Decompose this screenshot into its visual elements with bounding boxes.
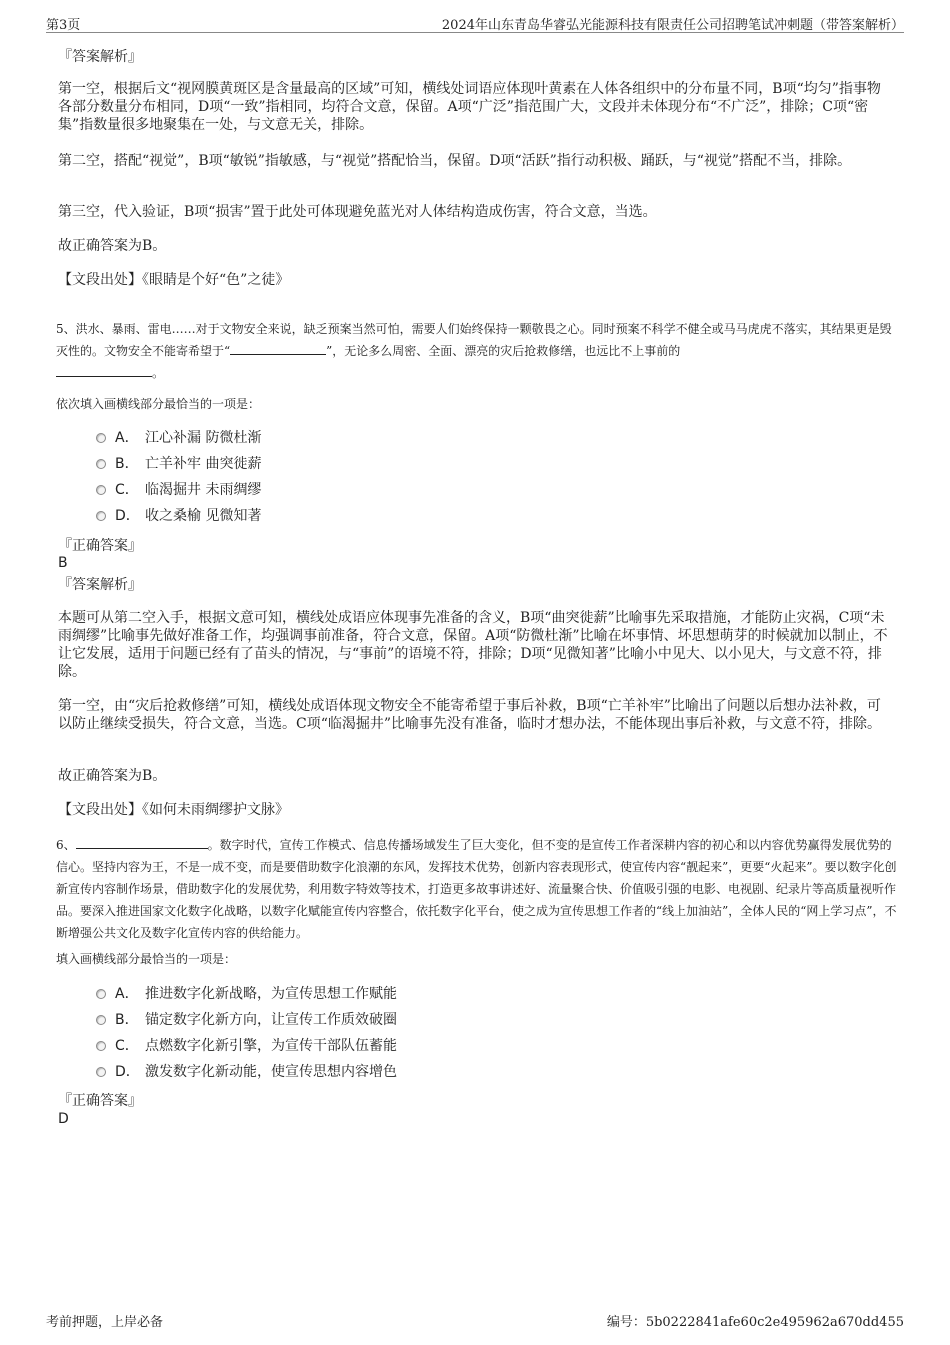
q6-option-c-text: 点燃数字化新引擎，为宣传干部队伍蓄能 (145, 1038, 397, 1054)
footer-slogan: 考前押题，上岸必备 (46, 1315, 164, 1330)
q6-blank (76, 836, 208, 849)
q4-analysis-para2: 第二空，搭配“视觉”，B项“敏锐”指敏感，与“视觉”搭配恰当，保留。D项“活跃”指行动积极、踊跃，与“视觉”搭配不当，排除。 (58, 153, 852, 169)
page-header (46, 12, 904, 33)
q4-source: 【文段出处】《眼睛是个好“色”之徒》 (58, 272, 290, 288)
q5-stem (56, 318, 898, 384)
q6-option-b[interactable]: B． 锚定数字化新方向，让宣传工作质效破圈 (96, 1010, 397, 1030)
q6-option-a-text: 推进数字化新战略，为宣传思想工作赋能 (145, 986, 397, 1002)
q6-option-c[interactable]: C． 点燃数字化新引擎，为宣传干部队伍蓄能 (96, 1036, 397, 1056)
radio-icon[interactable] (96, 433, 106, 443)
document-title: 2024年山东青岛华睿弘光能源科技有限责任公司招聘笔试冲刺题（带答案解析） (441, 18, 904, 33)
q5-option-c[interactable]: C． 临渴掘井 未雨绸缪 (96, 480, 261, 500)
radio-icon[interactable] (96, 989, 106, 999)
q6-correct-label: 『正确答案』 (58, 1093, 142, 1109)
radio-icon[interactable] (96, 1041, 106, 1051)
q5-source: 【文段出处】《如何未雨绸缪护文脉》 (58, 802, 289, 818)
q6-correct-answer: D (58, 1111, 69, 1127)
q6-option-d[interactable]: D． 激发数字化新动能，使宣传思想内容增色 (96, 1062, 397, 1082)
q5-blank-1 (230, 342, 326, 355)
q6-option-b-text: 锚定数字化新方向，让宣传工作质效破圈 (145, 1012, 397, 1028)
q5-option-b-text: 亡羊补牢 曲突徙薪 (145, 456, 262, 472)
q5-option-a-text: 江心补漏 防微杜渐 (145, 430, 262, 446)
q6-option-a[interactable]: A． 推进数字化新战略，为宣传思想工作赋能 (96, 984, 397, 1004)
q5-analysis-label: 『答案解析』 (58, 577, 142, 593)
q5-analysis-para1: 本题可从第二空入手，根据文意可知，横线处成语应体现事先准备的含义，B项“曲突徙薪”比喻事先采取措施，才能防止灾祸，C项“未雨绸缪”比喻事先做好准备工作，均强调事前准备，符合文意，保留。A项“防微杜渐”比喻在坏事情、坏思想萌芽的时候就加以制止，不让它发展，适用于问题已经有了苗头的情况，与“事前”的语境不符，排除；D项“见微知著”比喻小中见大、以小见大，与文意不符，排除。 (58, 610, 888, 680)
page-number: 第3页 (46, 18, 81, 33)
q5-option-a[interactable]: A． 江心补漏 防微杜渐 (96, 428, 261, 448)
radio-icon[interactable] (96, 1015, 106, 1025)
q6-stem (56, 834, 898, 944)
q5-analysis-para2: 第一空，由“灾后抢救修缮”可知，横线处成语体现文物安全不能寄希望于事后补救，B项“亡羊补牢”比喻出了问题以后想办法补救，可以防止继续受损失，符合文意，当选。C项“临渴掘井”比喻事先没有准备，临时才想办法，不能体现出事后补救，与文意不符，排除。 (58, 698, 882, 732)
q6-prompt: 填入画横线部分最恰当的一项是： (56, 952, 237, 966)
q5-option-d-text: 收之桑榆 见微知著 (145, 508, 262, 524)
q5-option-d[interactable]: D． 收之桑榆 见微知著 (96, 506, 261, 526)
q5-correct-label: 『正确答案』 (58, 538, 142, 554)
q6-stem-part-a: 6、 (56, 838, 76, 852)
radio-icon[interactable] (96, 511, 106, 521)
q6-stem-part-b: 。数字时代，宣传工作模式、信息传播场域发生了巨大变化，但不变的是宣传工作者深耕内容的初心和以内容优势赢得发展优势的信心。坚持内容为王，不是一成不变，而是要借助数字化浪潮的东风，发挥技术优势，创新内容表现形式，使宣传内容“靓起来”，更要“火起来”。要以数字化创新宣传内容制作场景，借助数字化的发展优势，利用数字特效等技术，打造更多故事讲述好、流量聚合快、价值吸引强的电影、电视剧、纪录片等高质量视听作品。要深入推进国家文化数字化战略，以数字化赋能宣传内容整合，依托数字化平台，使之成为宣传思想工作者的“线上加油站”，全体人民的“网上学习点”，不断增强公共文化及数字化宣传内容的供给能力。 (56, 838, 897, 940)
radio-icon[interactable] (96, 1067, 106, 1077)
q4-analysis-label: 『答案解析』 (58, 49, 142, 65)
radio-icon[interactable] (96, 485, 106, 495)
q5-stem-part-a: 5、洪水、暴雨、雷电……对于文物安全来说，缺乏预案当然可怕，需要人们始终保持一颗敬畏之心。同时预案不科学不健全或马马虎虎不落实，其结果更是毁灭性的。文物安全不能寄希望于“ (56, 322, 892, 358)
q5-stem-part-b: ”，无论多么周密、全面、漂亮的灾后抢救修缮，也远比不上事前的 (326, 344, 681, 358)
q5-option-c-text: 临渴掘井 未雨绸缪 (145, 482, 262, 498)
q4-analysis-para1: 第一空，根据后文“视网膜黄斑区是含量最高的区域”可知，横线处词语应体现叶黄素在人体各组织中的分布量不同，B项“均匀”指事物各部分数量分布相同，D项“一致”指相同，均符合文意，保留。A项“广泛”指范围广大，文段并未体现分布“不广泛”，排除；C项“密集”指数量很多地聚集在一处，与文意无关，排除。 (58, 81, 881, 133)
q5-option-b[interactable]: B． 亡羊补牢 曲突徙薪 (96, 454, 261, 474)
q5-correct-answer: B (58, 555, 68, 571)
q5-stem-part-c: 。 (152, 366, 165, 380)
q5-prompt: 依次填入画横线部分最恰当的一项是： (56, 397, 261, 411)
document-id: 编号：5b0222841afe60c2e495962a670dd455 (606, 1315, 904, 1330)
q5-blank-2 (56, 364, 152, 377)
radio-icon[interactable] (96, 459, 106, 469)
q5-conclusion: 故正确答案为B。 (58, 768, 167, 784)
q4-conclusion: 故正确答案为B。 (58, 238, 167, 254)
page-footer (46, 1311, 904, 1330)
q6-option-d-text: 激发数字化新动能，使宣传思想内容增色 (145, 1064, 397, 1080)
q4-analysis-para3: 第三空，代入验证，B项“损害”置于此处可体现避免蓝光对人体结构造成伤害，符合文意，当选。 (58, 204, 657, 220)
